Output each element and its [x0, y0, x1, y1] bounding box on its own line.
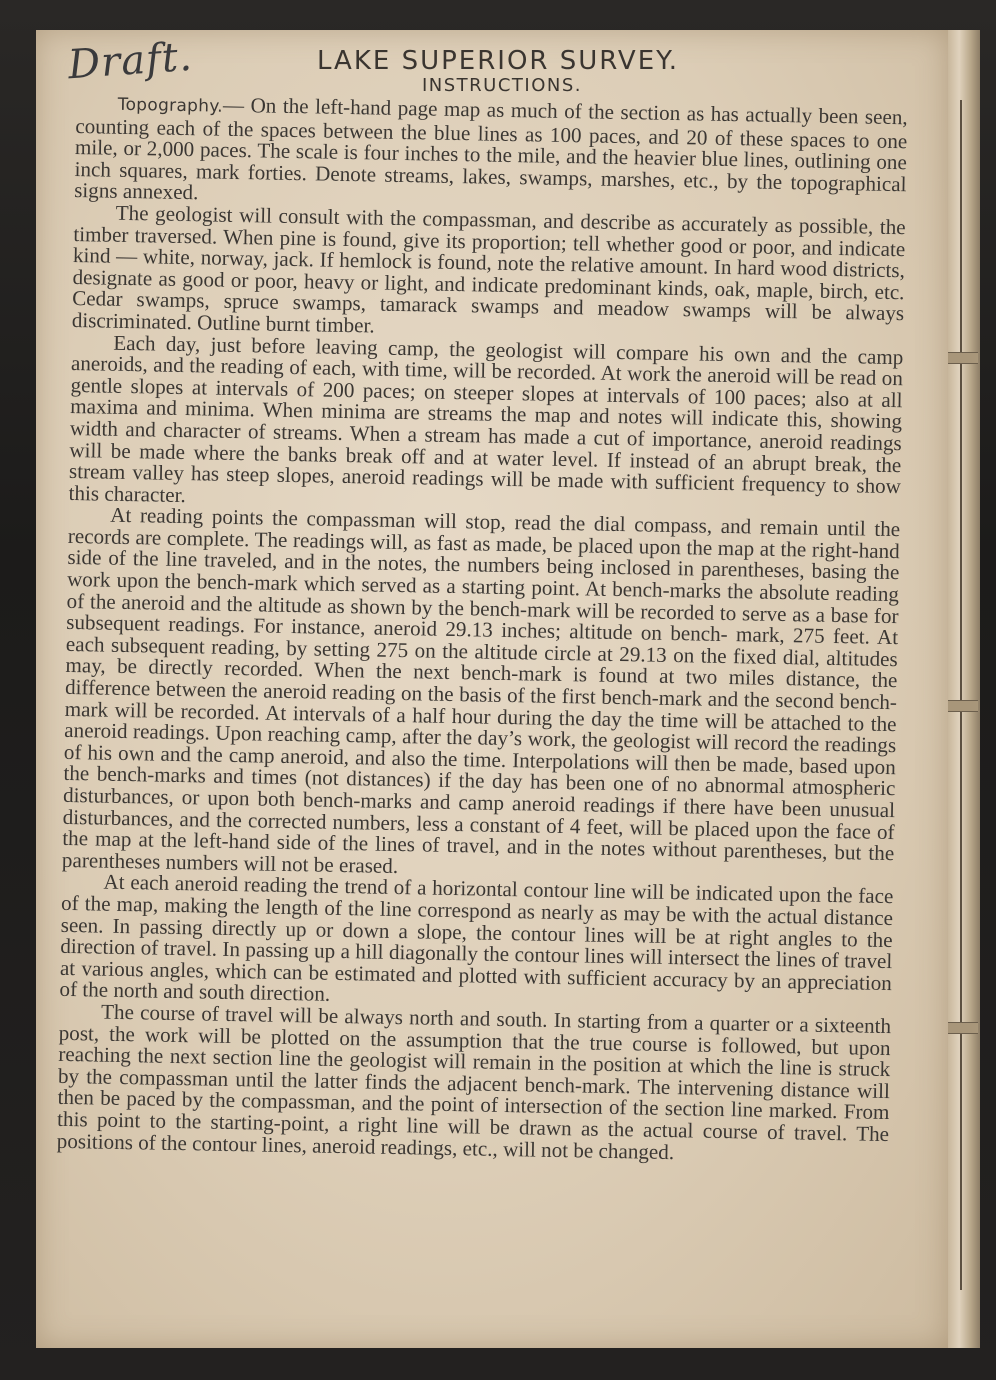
paragraph-text: At reading points the compassman will stop, read the dial compass, and remain until the records are complete. The readings will, as fast as made, be placed upon the map at the right-hand side of the line traveled, and in the notes, the numbers being inclosed in parentheses, basing the work upon the bench-mark which served as a starting point. At bench-marks the absolute reading of the aneroid and the altitude as shown by the bench-mark will be recorded to serve as a base for subsequent readings. For instance, aneroid 29.13 inches; altitude on bench- mark, 275 feet. At each subsequent reading, by setting 275 on the altitude circle at 29.13 on the fixed dial, altitudes may, be directly recorded. When the next bench-mark is found at two miles distance, the difference between the aneroid reading on the basis of the first bench-mark and the second bench-mark will be recorded. At intervals of a half hour during the day the time will be attached to the aneroid readings. Upon reaching camp, after the day’s work, the geologist will record the readings of his own and the camp aneroid, and also the time. Interpolations will then be made, based upon the bench-marks and times (not distances) if the day has been one of no abnormal atmospheric disturbances, or upon both bench-marks and camp aneroid readings if there have been unusual disturbances, and the corrected numbers, less a constant of 4 feet, will be placed upon the face of the map at the left-hand side of the lines of travel, and in the notes without parentheses, but the parentheses numbers will not be erased. — [61, 502, 901, 878]
paragraph-text: At each aneroid reading the trend of a horizontal contour line will be indicated upon the face of the map, making the length of the line correspond as nearly as may be with the actual distance seen. In passing directly up or down a slope, the contour lines will be at right angles to the direction of travel. In passing up a hill diagonally the contour lines will intersect the lines of travel at various angles, which can be estimated and plotted with sufficient accuracy by an appreciation of the north and south direction. — [59, 870, 894, 1007]
page-edge — [948, 30, 980, 1348]
paragraph-contour-lines — [59, 871, 893, 1016]
page-edge-tab — [948, 700, 978, 712]
page-edge-tab — [948, 1022, 978, 1034]
paragraph-text: — On the left-hand page map as much of the section as has actually been seen, counting each of the spaces between the blue lines as 100 paces, and 20 of these spaces to one mile, or 2,000 paces. The scale is four inches to the mile, and the heavier blue lines, outlining one inch squares, mark forties. Denote streams, lakes, swamps, marshes, etc., by the topographical signs annexed. — [73, 92, 908, 205]
paragraph-aneroid-readings — [68, 331, 903, 519]
paragraph-text: The course of travel will be always north and south. In starting from a quarter or a sixteenth post, the work will be plotted on the assumption that the true course is followed, but upon reaching the next section line the geologist will remain in the position at which the line is struck by the compassman until the latter finds the adjacent bench-mark. The intervening distance will then be paced by the compassman, and the point of intersection of the section line marked. From this point to the starting-point, a right line will be drawn as the actual course of travel. The positions of the contour lines, aneroid readings, etc., will not be changed. — [56, 999, 892, 1164]
page-edge-tab — [948, 352, 978, 364]
page-edge-line — [960, 100, 962, 1290]
handwritten-annotation: Draft. — [66, 33, 195, 89]
instructions-body — [57, 92, 908, 1167]
page-title: LAKE SUPERIOR SURVEY. — [316, 46, 680, 76]
paragraph-timber — [72, 202, 906, 347]
paragraph-topography — [74, 92, 908, 217]
page-subtitle: INSTRUCTIONS. — [421, 75, 583, 96]
paragraph-text: Each day, just before leaving camp, the geologist will compare his own and the camp aneroids, and the reading of each, with time, will be recorded. At work the aneroid will be read on gentle slopes at intervals of 200 paces; on steeper slopes at intervals of 100 paces; also at all maxima and minima. When minima are streams the map and notes will indicate this, showing width and character of streams. When a stream has made a cut of importance, aneroid readings will be made where the banks break off and at water level. If instead of an abrupt break, the stream valley has steep slopes, aneroid readings will be made with sufficient frequency to show this character. — [68, 330, 904, 507]
paragraph-reading-points — [62, 504, 901, 886]
paragraph-course-of-travel — [57, 1001, 892, 1167]
paragraph-text: The geologist will consult with the compassman, and describe as accurately as possible, the timber traversed. When pine is found, give its proportion; tell whether good or poor, and indicate kind — white, norway, jack. If hemlock is found, note the relative amount. In hard wood districts, designate as good or poor, heavy or light, and indicate predominant kinds, oak, maple, birch, etc. Cedar swamps, spruce swamps, tamarack swamps and meadow swamps will be always discriminated. Outline burnt timber. — [71, 200, 906, 338]
paragraph-lead: Topography. — [117, 94, 224, 117]
